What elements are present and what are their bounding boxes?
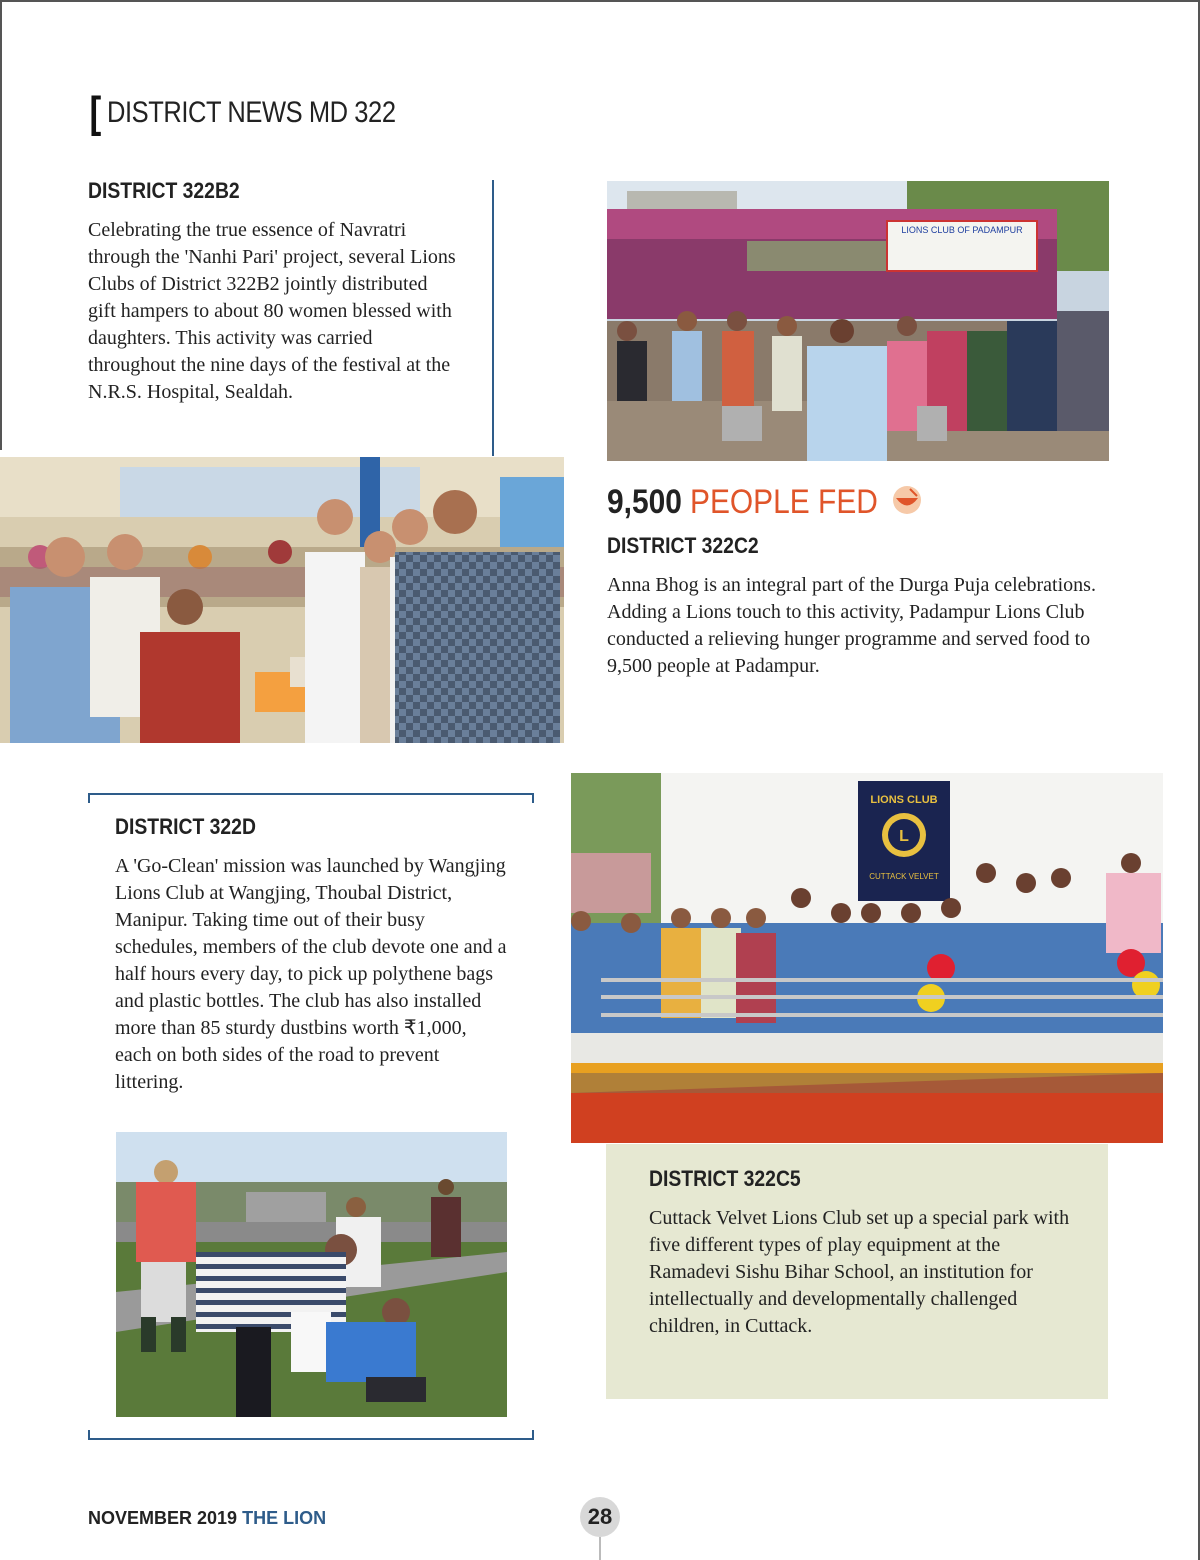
page-border-top bbox=[0, 0, 1200, 2]
c2-body: Anna Bhog is an integral part of the Durga Puja celebrations. Adding a Lions touch to this activity, Padampur Lions Club conducted a relieving hunger programme and served food to 9,500 people at Padampur. bbox=[607, 574, 1096, 677]
d-box-bottom-left-tick bbox=[88, 1430, 90, 1440]
c2-stat bbox=[607, 482, 924, 522]
c5-banner-bottom: CUTTACK VELVET bbox=[869, 872, 939, 881]
c5-photo bbox=[571, 773, 1163, 1143]
c2-photo bbox=[607, 181, 1109, 461]
d-box-top-line bbox=[88, 793, 534, 795]
b2-body: Celebrating the true essence of Navratri through the 'Nanhi Pari' project, several Lions Clubs of District 322B2 jointly distributed gift hampers to about 80 women blessed with daughters. This activity was carried throughout the nine days of the festival at the N.R.S. Hospital, Sealdah. bbox=[88, 219, 456, 403]
c5-heading: DISTRICT 322C5 bbox=[649, 1166, 801, 1191]
section-title: DISTRICT NEWS MD 322 bbox=[106, 96, 396, 129]
d-box-top-right-tick bbox=[532, 793, 534, 803]
food-bowl-icon bbox=[890, 485, 924, 520]
b2-heading: DISTRICT 322B2 bbox=[88, 178, 240, 203]
d-box-top-left-tick bbox=[88, 793, 90, 803]
d-heading: DISTRICT 322D bbox=[115, 814, 256, 839]
c2-stat-number: 9,500 bbox=[607, 482, 682, 521]
d-photo bbox=[116, 1132, 507, 1417]
d-box-bottom-right-tick bbox=[532, 1430, 534, 1440]
d-box-bottom-line bbox=[88, 1438, 534, 1440]
bracket-decoration: [ bbox=[89, 88, 102, 137]
section-header bbox=[88, 88, 446, 137]
b2-photo bbox=[0, 457, 564, 743]
c2-stat-label: PEOPLE FED bbox=[690, 482, 878, 521]
footer-date: NOVEMBER 2019 bbox=[88, 1508, 238, 1528]
footer-magazine: THE LION bbox=[242, 1508, 327, 1528]
page-number-stem bbox=[599, 1537, 601, 1560]
c5-banner-top: LIONS CLUB bbox=[870, 794, 938, 806]
page-number: 28 bbox=[580, 1497, 620, 1537]
b2-divider-line bbox=[492, 180, 494, 456]
c5-body: Cuttack Velvet Lions Club set up a special park with five different types of play equipment at the Ramadevi Sishu Bihar School, an institution for intellectually and developmentally challenged children, in Cuttack. bbox=[649, 1207, 1070, 1337]
footer bbox=[88, 1508, 326, 1529]
svg-text:L: L bbox=[899, 828, 909, 845]
c2-heading: DISTRICT 322C2 bbox=[607, 533, 759, 558]
page-border-left bbox=[0, 0, 2, 450]
c2-banner-text: LIONS CLUB OF PADAMPUR bbox=[901, 225, 1023, 235]
d-body: A 'Go-Clean' mission was launched by Wangjing Lions Club at Wangjing, Thoubal District, Manipur. Taking time out of their busy schedules, members of the club devote one and a half hours every day, to pick up polythene bags and plastic bottles. The club has also installed more than 85 sturdy dustbins worth ₹1,000, each on both sides of the road to prevent littering. bbox=[115, 855, 507, 1093]
